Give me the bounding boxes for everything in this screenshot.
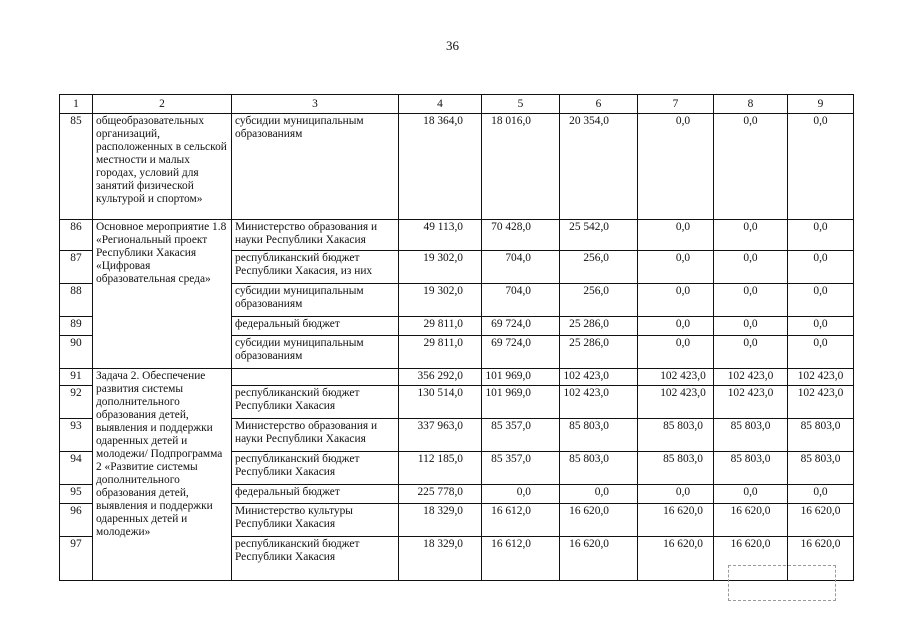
value-col5: 16 612,0 bbox=[482, 504, 560, 537]
value-col5: 704,0 bbox=[482, 251, 560, 284]
value-col6: 25 286,0 bbox=[560, 317, 638, 336]
value-col9: 102 423,0 bbox=[788, 386, 854, 419]
funding-source: республиканский бюджет Республики Хакасия bbox=[232, 452, 399, 485]
value-col9: 0,0 bbox=[788, 251, 854, 284]
header-cell-9: 9 bbox=[788, 95, 854, 114]
value-col4: 18 329,0 bbox=[399, 537, 482, 581]
header-cell-5: 5 bbox=[482, 95, 560, 114]
row-number: 92 bbox=[60, 386, 93, 419]
header-cell-8: 8 bbox=[714, 95, 788, 114]
value-col7: 0,0 bbox=[638, 336, 714, 369]
value-col7: 85 803,0 bbox=[638, 419, 714, 452]
funding-source bbox=[232, 369, 399, 386]
value-col7: 16 620,0 bbox=[638, 537, 714, 581]
value-col8: 16 620,0 bbox=[714, 537, 788, 581]
funding-source: Министерство образования и науки Республики Хакасия bbox=[232, 419, 399, 452]
value-col5: 69 724,0 bbox=[482, 336, 560, 369]
value-col6: 0,0 bbox=[560, 485, 638, 504]
value-col4: 19 302,0 bbox=[399, 284, 482, 317]
header-cell-2: 2 bbox=[93, 95, 232, 114]
header-cell-3: 3 bbox=[232, 95, 399, 114]
table-row bbox=[60, 369, 854, 386]
funding-source: республиканский бюджет Республики Хакасия bbox=[232, 386, 399, 419]
value-col6: 25 542,0 bbox=[560, 220, 638, 251]
value-col6: 256,0 bbox=[560, 284, 638, 317]
value-col8: 0,0 bbox=[714, 284, 788, 317]
funding-source: Министерство культуры Республики Хакасия bbox=[232, 504, 399, 537]
activity-name: Задача 2. Обеспечение развития системы дополнительного образования детей, выявления и поддержки одаренных детей и молодежи/ Подпрограмма 2 «Развитие системы дополнительного образования детей, выявления и поддержки одаренных детей и молодежи» bbox=[93, 369, 232, 581]
value-col5: 0,0 bbox=[482, 485, 560, 504]
header-cell-4: 4 bbox=[399, 95, 482, 114]
value-col9: 16 620,0 bbox=[788, 537, 854, 581]
funding-source: Министерство образования и науки Республики Хакасия bbox=[232, 220, 399, 251]
value-col4: 18 329,0 bbox=[399, 504, 482, 537]
value-col4: 18 364,0 bbox=[399, 114, 482, 220]
value-col5: 85 357,0 bbox=[482, 452, 560, 485]
value-col8: 0,0 bbox=[714, 114, 788, 220]
value-col7: 0,0 bbox=[638, 220, 714, 251]
value-col7: 0,0 bbox=[638, 251, 714, 284]
value-col8: 85 803,0 bbox=[714, 452, 788, 485]
value-col6: 256,0 bbox=[560, 251, 638, 284]
value-col5: 101 969,0 bbox=[482, 386, 560, 419]
value-col9: 0,0 bbox=[788, 336, 854, 369]
value-col9: 0,0 bbox=[788, 220, 854, 251]
value-col5: 16 612,0 bbox=[482, 537, 560, 581]
value-col4: 49 113,0 bbox=[399, 220, 482, 251]
row-number: 93 bbox=[60, 419, 93, 452]
value-col9: 85 803,0 bbox=[788, 419, 854, 452]
header-cell-6: 6 bbox=[560, 95, 638, 114]
value-col8: 0,0 bbox=[714, 220, 788, 251]
funding-source: субсидии муниципальным образованиям bbox=[232, 114, 399, 220]
table-row bbox=[60, 220, 854, 251]
value-col8: 102 423,0 bbox=[714, 386, 788, 419]
row-number: 95 bbox=[60, 485, 93, 504]
value-col8: 0,0 bbox=[714, 317, 788, 336]
value-col7: 0,0 bbox=[638, 114, 714, 220]
value-col8: 85 803,0 bbox=[714, 419, 788, 452]
value-col7: 0,0 bbox=[638, 284, 714, 317]
funding-source: федеральный бюджет bbox=[232, 317, 399, 336]
funding-source: республиканский бюджет Республики Хакасия bbox=[232, 537, 399, 581]
value-col7: 0,0 bbox=[638, 317, 714, 336]
header-cell-7: 7 bbox=[638, 95, 714, 114]
value-col4: 337 963,0 bbox=[399, 419, 482, 452]
value-col5: 101 969,0 bbox=[482, 369, 560, 386]
row-number: 86 bbox=[60, 220, 93, 251]
funding-source: федеральный бюджет bbox=[232, 485, 399, 504]
value-col7: 102 423,0 bbox=[638, 386, 714, 419]
table-row bbox=[60, 114, 854, 220]
value-col7: 16 620,0 bbox=[638, 504, 714, 537]
value-col9: 102 423,0 bbox=[788, 369, 854, 386]
activity-name: Основное мероприятие 1.8 «Региональный проект Республики Хакасия «Цифровая образовательная среда» bbox=[93, 220, 232, 369]
page-number: 36 bbox=[446, 38, 459, 53]
funding-source: субсидии муниципальным образованиям bbox=[232, 336, 399, 369]
value-col4: 130 514,0 bbox=[399, 386, 482, 419]
value-col8: 0,0 bbox=[714, 485, 788, 504]
activity-name: общеобразовательных организаций, расположенных в сельской местности и малых городах, условий для занятий физической культурой и спортом» bbox=[93, 114, 232, 220]
value-col6: 85 803,0 bbox=[560, 452, 638, 485]
row-number: 91 bbox=[60, 369, 93, 386]
value-col4: 356 292,0 bbox=[399, 369, 482, 386]
value-col6: 20 354,0 bbox=[560, 114, 638, 220]
value-col5: 18 016,0 bbox=[482, 114, 560, 220]
value-col4: 225 778,0 bbox=[399, 485, 482, 504]
value-col4: 19 302,0 bbox=[399, 251, 482, 284]
value-col5: 70 428,0 bbox=[482, 220, 560, 251]
value-col8: 16 620,0 bbox=[714, 504, 788, 537]
budget-table bbox=[59, 94, 854, 581]
value-col5: 85 357,0 bbox=[482, 419, 560, 452]
row-number: 97 bbox=[60, 537, 93, 581]
value-col9: 0,0 bbox=[788, 284, 854, 317]
header-cell-1: 1 bbox=[60, 95, 93, 114]
value-col6: 102 423,0 bbox=[560, 386, 638, 419]
header-row bbox=[60, 95, 854, 114]
value-col9: 85 803,0 bbox=[788, 452, 854, 485]
value-col6: 16 620,0 bbox=[560, 537, 638, 581]
value-col8: 0,0 bbox=[714, 336, 788, 369]
value-col9: 0,0 bbox=[788, 485, 854, 504]
value-col8: 102 423,0 bbox=[714, 369, 788, 386]
row-number: 88 bbox=[60, 284, 93, 317]
faded-stamp bbox=[728, 565, 836, 601]
value-col7: 85 803,0 bbox=[638, 452, 714, 485]
value-col9: 0,0 bbox=[788, 317, 854, 336]
funding-source: республиканский бюджет Республики Хакасия, из них bbox=[232, 251, 399, 284]
value-col4: 112 185,0 bbox=[399, 452, 482, 485]
value-col6: 85 803,0 bbox=[560, 419, 638, 452]
row-number: 89 bbox=[60, 317, 93, 336]
row-number: 87 bbox=[60, 251, 93, 284]
funding-source: субсидии муниципальным образованиям bbox=[232, 284, 399, 317]
value-col7: 0,0 bbox=[638, 485, 714, 504]
row-number: 90 bbox=[60, 336, 93, 369]
row-number: 96 bbox=[60, 504, 93, 537]
value-col9: 16 620,0 bbox=[788, 504, 854, 537]
value-col9: 0,0 bbox=[788, 114, 854, 220]
value-col6: 16 620,0 bbox=[560, 504, 638, 537]
value-col5: 704,0 bbox=[482, 284, 560, 317]
row-number: 85 bbox=[60, 114, 93, 220]
row-number: 94 bbox=[60, 452, 93, 485]
value-col4: 29 811,0 bbox=[399, 336, 482, 369]
value-col6: 102 423,0 bbox=[560, 369, 638, 386]
value-col5: 69 724,0 bbox=[482, 317, 560, 336]
value-col7: 102 423,0 bbox=[638, 369, 714, 386]
value-col8: 0,0 bbox=[714, 251, 788, 284]
value-col4: 29 811,0 bbox=[399, 317, 482, 336]
value-col6: 25 286,0 bbox=[560, 336, 638, 369]
